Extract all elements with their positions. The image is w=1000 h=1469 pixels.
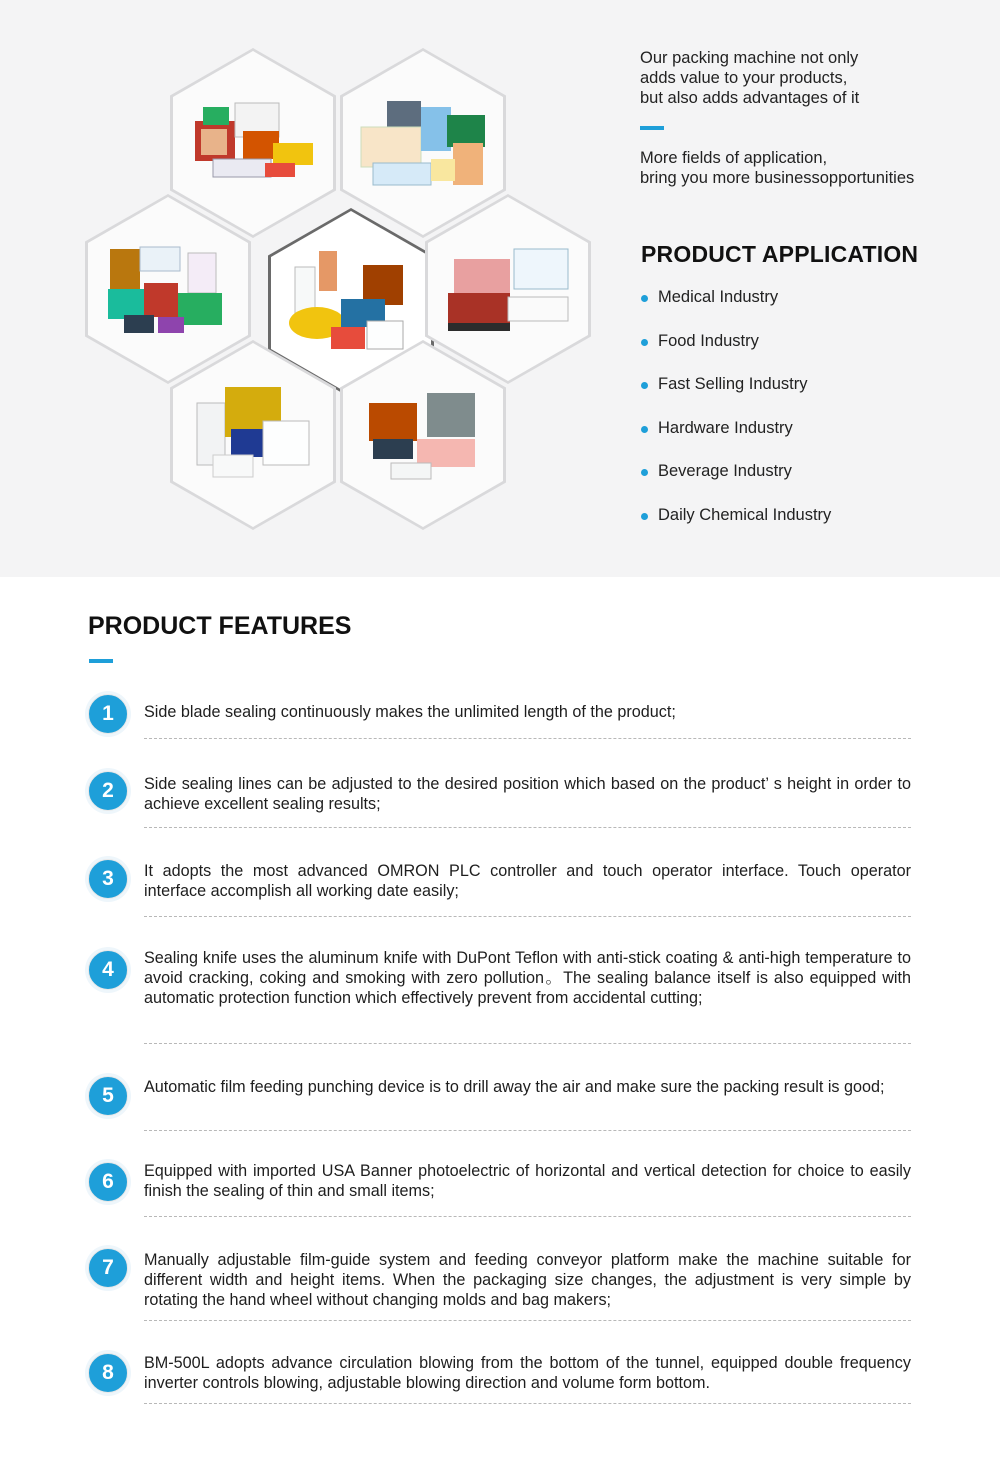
feature-text: Manually adjustable film-guide system and feeding conveyor platform make the machine suitable for different width and height items. When the packaging size changes, the adjustment is very simple by rotating the hand wheel without changing molds and bag makers; xyxy=(144,1251,911,1309)
features-accent-divider xyxy=(89,659,113,663)
feature-text: Side blade sealing continuously makes the unlimited length of the product; xyxy=(144,703,676,721)
bullet-icon xyxy=(641,339,648,346)
application-item-label: Hardware Industry xyxy=(658,418,793,437)
feature-number-badge: 3 xyxy=(88,859,128,899)
dashed-divider xyxy=(144,1403,911,1404)
dashed-divider xyxy=(144,1216,911,1217)
dashed-divider xyxy=(144,916,911,917)
accent-divider xyxy=(640,126,664,130)
bullet-icon xyxy=(641,426,648,433)
application-list xyxy=(640,288,831,550)
feature-number-badge: 2 xyxy=(88,771,128,811)
feature-number-badge: 5 xyxy=(88,1076,128,1116)
feature-text: Side sealing lines can be adjusted to the desired position which based on the product’ s height in order to achieve excellent sealing results; xyxy=(144,775,911,813)
list-item xyxy=(640,506,831,550)
application-section xyxy=(0,0,1000,577)
feature-text: Automatic film feeding punching device is to drill away the air and make sure the packing result is good; xyxy=(144,1078,885,1096)
feature-text: BM-500L adopts advance circulation blowing from the bottom of the tunnel, equipped double frequency inverter controls blowing, adjustable blowing direction and volume form bottom. xyxy=(144,1354,911,1392)
feature-text: Sealing knife uses the aluminum knife with DuPont Teflon with anti-stick coating & anti-high temperature to avoid cracking, coking and smoking with zero pollution。The sealing balance itself is also equipped with automatic protection function which effectively prevent from accidental cutting; xyxy=(144,949,911,1007)
dashed-divider xyxy=(144,738,911,739)
application-title: PRODUCT APPLICATION xyxy=(641,241,919,267)
feature-number-badge: 7 xyxy=(88,1248,128,1288)
feature-text: It adopts the most advanced OMRON PLC controller and touch operator interface. Touch operator interface accomplish all working date easily; xyxy=(144,862,911,900)
features-title: PRODUCT FEATURES xyxy=(88,612,352,640)
application-item-label: Daily Chemical Industry xyxy=(658,505,832,524)
feature-number-badge: 1 xyxy=(88,694,128,734)
intro-opportunity-text: More fields of application, bring you more businessopportunities xyxy=(640,149,915,187)
list-item xyxy=(640,462,831,506)
list-item xyxy=(640,375,831,419)
bullet-icon xyxy=(641,513,648,520)
bullet-icon xyxy=(641,469,648,476)
feature-number-badge: 8 xyxy=(88,1353,128,1393)
dashed-divider xyxy=(144,827,911,828)
application-item-label: Food Industry xyxy=(658,331,759,350)
dashed-divider xyxy=(144,1130,911,1131)
feature-number-badge: 4 xyxy=(88,950,128,990)
intro-block xyxy=(640,48,914,188)
list-item xyxy=(640,288,831,332)
dashed-divider xyxy=(144,1320,911,1321)
bullet-icon xyxy=(641,382,648,389)
dashed-divider xyxy=(144,1043,911,1044)
application-item-label: Fast Selling Industry xyxy=(658,375,808,394)
application-item-label: Medical Industry xyxy=(658,288,779,306)
list-item xyxy=(640,419,831,463)
application-item-label: Beverage Industry xyxy=(658,462,792,481)
bullet-icon xyxy=(641,295,648,302)
feature-number-badge: 6 xyxy=(88,1162,128,1202)
intro-value-text: Our packing machine not only adds value to your products, but also adds advantages of it xyxy=(640,49,860,107)
feature-text: Equipped with imported USA Banner photoelectric of horizontal and vertical detection for choice to easily finish the sealing of thin and small items; xyxy=(144,1162,911,1200)
list-item xyxy=(640,332,831,376)
